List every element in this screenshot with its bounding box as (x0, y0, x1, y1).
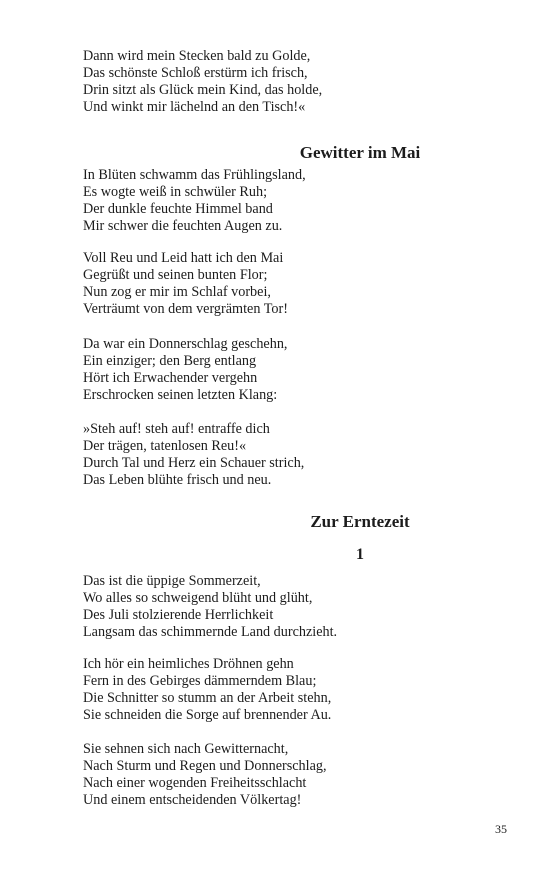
verse-line: Durch Tal und Herz ein Schauer strich, (83, 455, 305, 471)
verse-line: Das schönste Schloß erstürm ich frisch, (83, 65, 308, 81)
page-number: 35 (495, 822, 507, 836)
verse-line: Nach Sturm und Regen und Donnerschlag, (83, 758, 327, 774)
verse-line: Das Leben blühte frisch und neu. (83, 472, 272, 488)
verse-line: In Blüten schwamm das Frühlingsland, (83, 167, 306, 183)
verse-line: »Steh auf! steh auf! entraffe dich (83, 421, 270, 437)
verse-line: Da war ein Donnerschlag geschehn, (83, 336, 288, 352)
section-number: 1 (356, 546, 364, 563)
verse-line: Des Juli stolzierende Herrlichkeit (83, 607, 274, 623)
verse-line: Nun zog er mir im Schlaf vorbei, (83, 284, 271, 300)
poem-title: Gewitter im Mai (299, 143, 421, 162)
verse-line: Sie sehnen sich nach Gewitternacht, (83, 741, 289, 757)
verse-line: Drin sitzt als Glück mein Kind, das holde, (83, 82, 323, 98)
verse-line: Sie schneiden die Sorge auf brennender Au. (83, 707, 332, 723)
verse-line: Voll Reu und Leid hatt ich den Mai (83, 250, 284, 266)
verse-line: Der dunkle feuchte Himmel band (83, 201, 273, 217)
verse-line: Verträumt von dem vergrämten Tor! (83, 301, 288, 317)
verse-line: Langsam das schimmernde Land durchzieht. (83, 624, 338, 640)
verse-line: Der trägen, tatenlosen Reu!« (83, 438, 247, 454)
verse-line: Dann wird mein Stecken bald zu Golde, (83, 48, 311, 64)
verse-line: Wo alles so schweigend blüht und glüht, (83, 590, 313, 606)
verse-line: Ich hör ein heimliches Dröhnen gehn (83, 656, 294, 672)
poem-title: Zur Erntezeit (310, 512, 410, 531)
verse-line: Und einem entscheidenden Völkertag! (83, 792, 302, 808)
verse-line: Fern in des Gebirges dämmerndem Blau; (83, 673, 317, 689)
verse-line: Nach einer wogenden Freiheitsschlacht (83, 775, 307, 791)
verse-line: Gegrüßt und seinen bunten Flor; (83, 267, 268, 283)
verse-line: Hört ich Erwachender vergehn (83, 370, 258, 386)
verse-line: Es wogte weiß in schwüler Ruh; (83, 184, 268, 200)
verse-line: Das ist die üppige Sommerzeit, (83, 573, 261, 589)
verse-line: Ein einziger; den Berg entlang (83, 353, 257, 369)
verse-line: Erschrocken seinen letzten Klang: (83, 387, 278, 403)
verse-line: Die Schnitter so stumm an der Arbeit stehn, (83, 690, 332, 706)
verse-line: Mir schwer die feuchten Augen zu. (83, 218, 283, 234)
verse-line: Und winkt mir lächelnd an den Tisch!« (83, 99, 306, 115)
